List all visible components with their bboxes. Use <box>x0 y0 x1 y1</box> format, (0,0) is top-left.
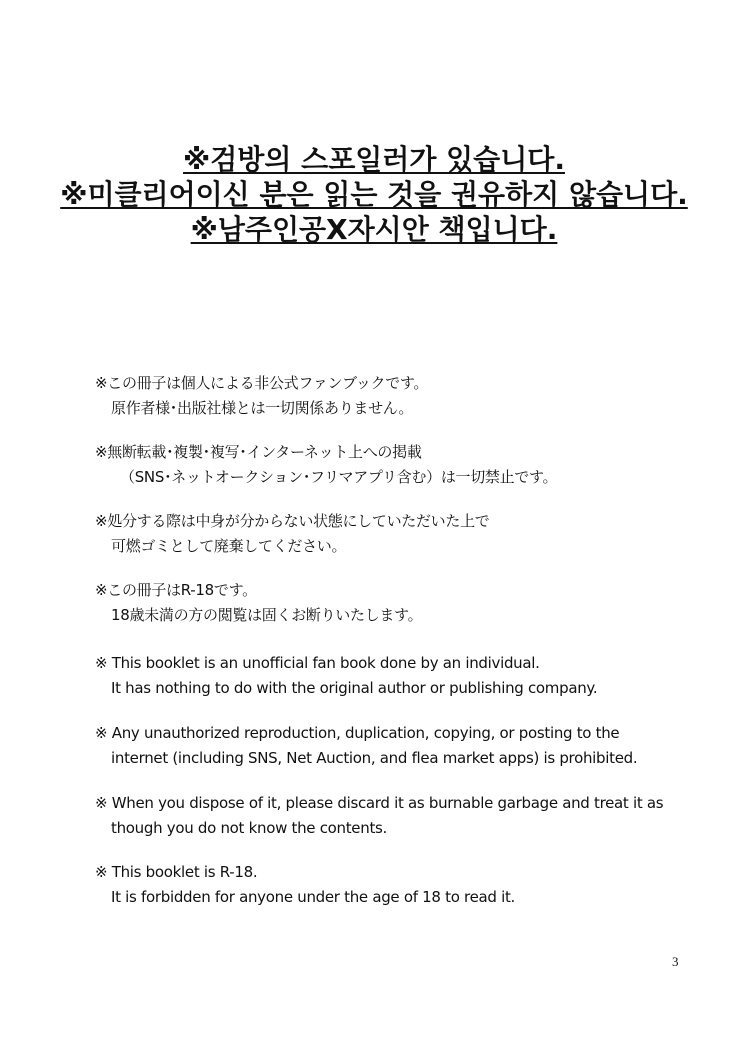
notice-line: internet (including SNS, Net Auction, and flea market apps) is prohibited. <box>111 749 638 767</box>
notice-line: 可燃ゴミとして廃棄してください。 <box>111 537 347 555</box>
page-number: 3 <box>672 954 679 969</box>
heading-line <box>0 178 748 212</box>
heading-line <box>0 143 748 177</box>
notice-line: 18歳未満の方の閲覧は固くお断りいたします。 <box>111 606 423 624</box>
notice-line: ※ This booklet is R-18. <box>95 863 258 881</box>
notice-line: 原作者様･出版社様とは一切関係ありません。 <box>111 399 414 417</box>
notice-line: ※ When you dispose of it, please discard it as burnable garbage and treat it as <box>95 794 664 812</box>
notice-line: ※処分する際は中身が分からない状態にしていただいた上で <box>95 512 490 530</box>
notice-line: （SNS･ネットオークション･フリマアプリ含む）は一切禁止です。 <box>120 468 558 486</box>
notice-line: ※この冊子はR-18です。 <box>95 581 257 599</box>
notice-line: ※無断転載･複製･複写･インターネット上への掲載 <box>95 443 422 461</box>
heading-text: ※미클리어이신 분은 읽는 것을 권유하지 않습니다. <box>60 178 688 211</box>
notice-line: ※この冊子は個人による非公式ファンブックです。 <box>95 374 429 392</box>
notice-line: ※ Any unauthorized reproduction, duplication, copying, or posting to the <box>95 724 620 742</box>
notice-line: It has nothing to do with the original author or publishing company. <box>111 679 598 697</box>
heading-text: ※남주인공X자시안 책입니다. <box>190 213 558 246</box>
heading-text: ※검방의 스포일러가 있습니다. <box>183 143 565 176</box>
notice-line: It is forbidden for anyone under the age of 18 to read it. <box>111 888 515 906</box>
notice-line: ※ This booklet is an unofficial fan book done by an individual. <box>95 654 540 672</box>
heading-line <box>0 213 748 247</box>
notice-line: though you do not know the contents. <box>111 819 388 837</box>
